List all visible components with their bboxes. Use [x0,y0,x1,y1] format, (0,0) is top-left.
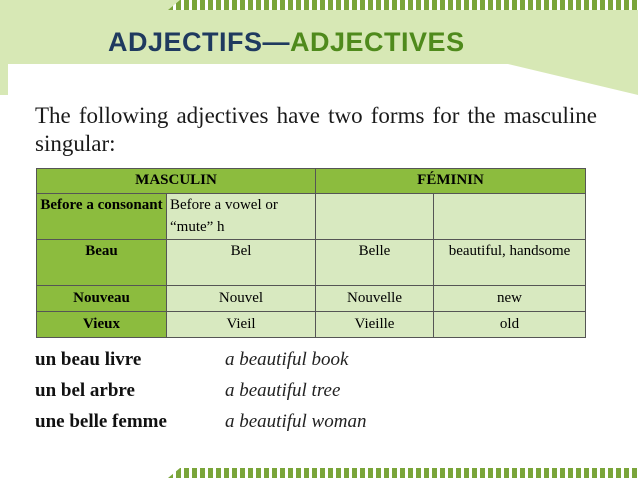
cell-label: Nouveau [37,286,167,312]
cell-masc-vowel: Vieil [167,312,316,338]
cell-feminine: Vieille [316,312,434,338]
title-english: ADJECTIVES [290,27,465,57]
list-item [35,377,366,408]
example-french: un beau livre [35,349,142,370]
table-row [37,312,586,338]
intro-text: The following adjectives have two forms for the masculine singular: [35,103,597,156]
example-list [35,346,366,439]
example-english: a beautiful tree [225,380,341,401]
cell-meaning [434,194,586,240]
slide-title [108,27,465,58]
example-french: une belle femme [35,411,167,432]
example-english: a beautiful book [225,349,349,370]
cell-meaning: old [434,312,586,338]
title-french: ADJECTIFS— [108,27,291,57]
example-french: un bel arbre [35,380,135,401]
table-header-row [37,169,586,194]
cell-feminine: Nouvelle [316,286,434,312]
cell-label: Beau [37,240,167,286]
cell-meaning: new [434,286,586,312]
cell-label: Before a consonant [37,194,167,240]
cell-feminine: Belle [316,240,434,286]
cell-masc-vowel: Bel [167,240,316,286]
cell-meaning: beautiful, handsome [434,240,586,286]
table-row [37,286,586,312]
cell-masc-vowel: Before a vowel or “mute” h [167,194,316,240]
list-item [35,408,366,439]
table-row [37,240,586,286]
example-english: a beautiful woman [225,411,367,432]
header-feminin: FÉMININ [316,169,586,194]
list-item [35,346,366,377]
bottom-stripe-decoration [168,468,638,478]
header-masculin: MASCULIN [37,169,316,194]
cell-masc-vowel: Nouvel [167,286,316,312]
top-stripe-decoration [168,0,638,10]
cell-label: Vieux [37,312,167,338]
adjective-table [36,168,586,338]
cell-feminine [316,194,434,240]
table-row [37,194,586,240]
